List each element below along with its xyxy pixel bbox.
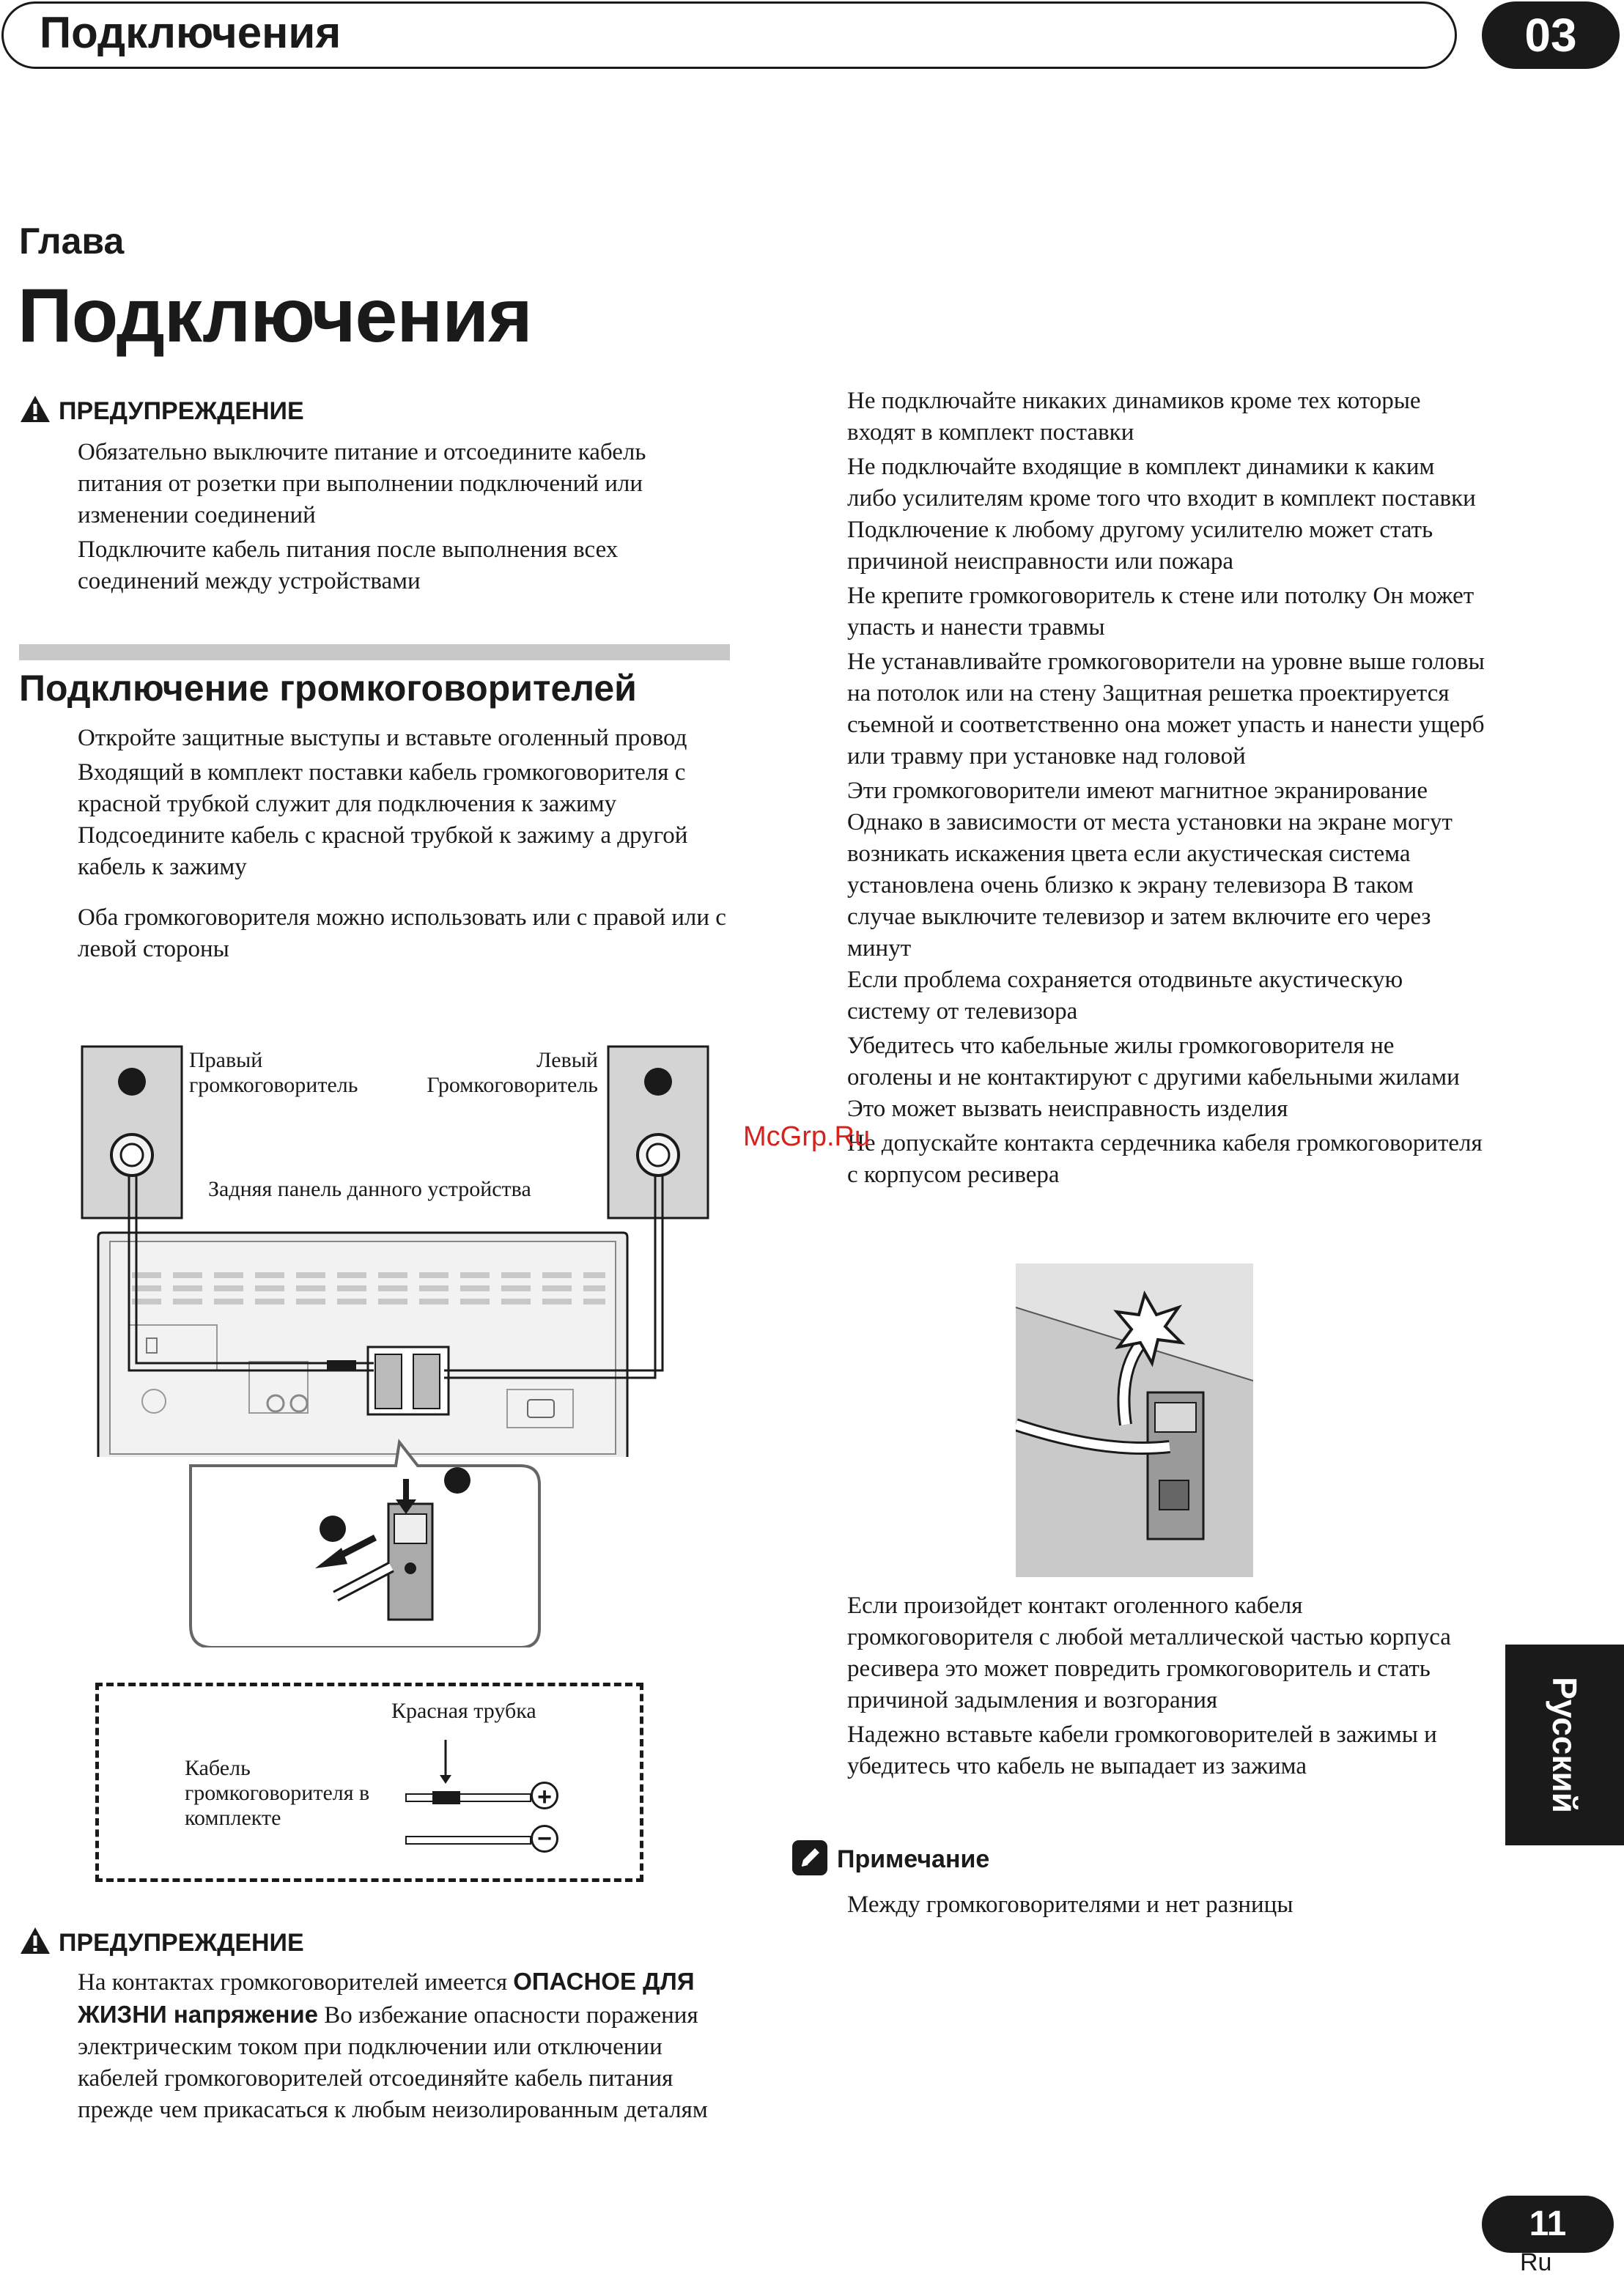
warning-1-body (78, 437, 723, 600)
plus-terminal-icon: + (531, 1782, 558, 1809)
step-1-marker (320, 1516, 346, 1542)
minus-terminal-icon: − (531, 1825, 558, 1853)
caution-item: Убедитесь что кабельные жилы громкоговорителя не оголены и не контактируют с другими кабельными жилами Это может вызвать неисправность изделия (847, 1033, 1460, 1122)
instruction-item: Откройте защитные выступы и вставьте оголенный провод (78, 725, 687, 751)
language-tab (1505, 1645, 1624, 1845)
note-pencil-icon (791, 1839, 828, 1876)
chapter-label: Глава (19, 221, 125, 262)
warning-1-item: Подключите кабель питания после выполнения всех соединений между устройствами (78, 536, 619, 594)
caution-item: Если произойдет контакт оголенного кабеля громкоговорителя с любой металлической частью корпуса ресивера это может повредить громкоговоритель и стать причиной задымления и возгорания (847, 1593, 1451, 1713)
warning-2-text-end: Во избежание опасности поражения электрическим током при подключении или отключении кабелей громкоговорителей отсоединяйте кабель питания прежде чем прикасаться к любым неизолированным деталям (78, 2002, 708, 2123)
note-heading-text: Примечание (837, 1845, 990, 1873)
caution-item: Надежно вставьте кабели громкоговорителей в зажимы и убедитесь что кабель не выпадает из зажима (847, 1721, 1437, 1779)
chapter-title: Подключения (18, 273, 532, 358)
warning-2-text-bold: ОПАСНОЕ ДЛЯ ЖИЗНИ напряжение (78, 1968, 695, 2028)
warning-1-heading (19, 394, 304, 426)
rear-panel-label: Задняя панель данного устройства (208, 1177, 531, 1201)
watermark: McGrp.Ru (743, 1121, 871, 1152)
warning-1-heading-text: ПРЕДУПРЕЖДЕНИЕ (59, 397, 304, 425)
right-column-list (847, 385, 1485, 1194)
page-language-code: Ru (1520, 2248, 1552, 2276)
warning-2-heading-text: ПРЕДУПРЕЖДЕНИЕ (59, 1929, 304, 1957)
chapter-number-badge: 03 (1482, 1, 1620, 69)
red-tube-label: Красная трубка (391, 1699, 536, 1723)
cable-label: Кабель громкоговорителя в комплекте (185, 1756, 370, 1830)
speakers-instructions (78, 723, 737, 968)
warning-2-body (78, 1966, 730, 2126)
caution-item: Не допускайте контакта сердечника кабеля громкоговорителя с корпусом ресивера (847, 1130, 1483, 1188)
header-title: Подключения (40, 8, 342, 57)
right-speaker-label: Правый громкоговоритель (189, 1048, 358, 1097)
caution-item: Если проблема сохраняется отодвиньте акустическую систему от телевизора (847, 967, 1403, 1025)
caution-item: Эти громкоговорители имеют магнитное экранирование Однако в зависимости от места установки на экране могут возникать искажения цвета если акустическая система установлена очень близко к экрану телевизора В таком случае выключите телевизор и затем включите его через минут (847, 778, 1453, 962)
warning-2-heading (19, 1926, 304, 1957)
caution-item: Не подключайте входящие в комплект динамики к каким либо усилителям кроме того что входит в комплект поставки Подключение к любому другому усилителю может стать причиной неисправности или пожара (847, 454, 1476, 575)
caution-item: Не устанавливайте громкоговорители на уровне выше головы на потолок или на стену Защитная решетка проектируется съемной и соответственно она может упасть и нанести ущерб или травму при установке над головой (847, 649, 1485, 770)
language-tab-label: Русский (1546, 1677, 1584, 1813)
red-tube-marker (327, 1360, 356, 1370)
note-heading (791, 1839, 989, 1876)
section-title: Подключение громкоговорителей (19, 668, 637, 709)
warning-triangle-icon (19, 394, 51, 424)
note-text: Между громкоговорителями и нет разницы (847, 1892, 1293, 1918)
right-speaker-illustration (82, 1047, 182, 1218)
warning-triangle-icon (19, 1926, 51, 1955)
left-speaker-label: Левый Громкоговоритель (427, 1048, 598, 1097)
section-divider (19, 644, 730, 660)
left-speaker-illustration (608, 1047, 708, 1218)
warning-1-item: Обязательно выключите питание и отсоедините кабель питания от розетки при выполнении подключений или изменении соединений (78, 439, 646, 528)
instruction-item: Оба громкоговорителя можно использовать или с правой или с левой стороны (78, 904, 726, 962)
receiver-rear-panel (98, 1233, 627, 1457)
page-number: 11 (1482, 2196, 1614, 2253)
warning-2-text-start: На контактах громкоговорителей имеется (78, 1969, 514, 1996)
right-column-after-image (847, 1590, 1492, 1785)
connection-diagram (73, 1039, 718, 1647)
caution-item: Не подключайте никаких динамиков кроме тех которые входят в комплект поставки (847, 388, 1421, 446)
instruction-item: Входящий в комплект поставки кабель громкоговорителя с красной трубкой служит для подключения к зажиму Подсоедините кабель с красной трубкой к зажиму а другой кабель к зажиму (78, 759, 688, 880)
caution-item: Не крепите громкоговоритель к стене или потолку Он может упасть и нанести травмы (847, 583, 1474, 641)
step-2-marker (444, 1467, 470, 1494)
cable-contact-illustration (1016, 1263, 1253, 1577)
